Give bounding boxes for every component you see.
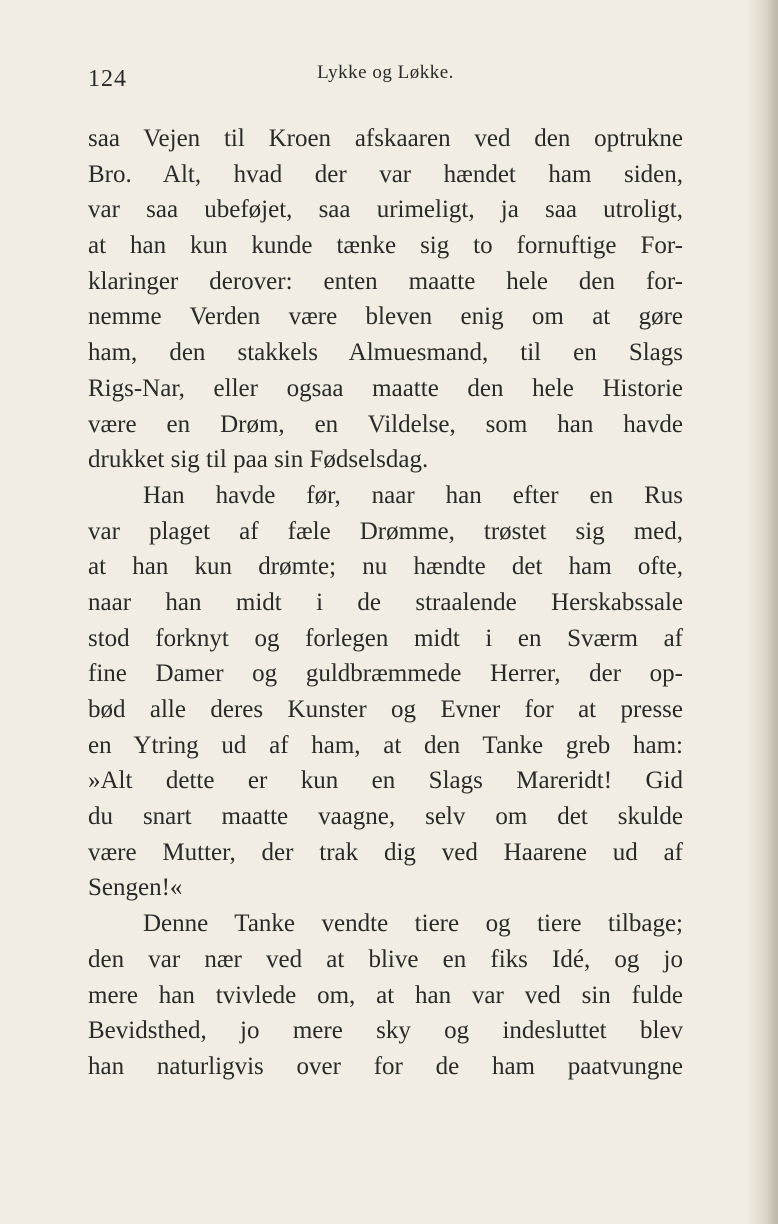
page-edge-shadow: [746, 0, 778, 1224]
text-line: Han havde før, naar han efter en Rus: [143, 481, 683, 509]
text-line: du snart maatte vaagne, selv om det skulde: [88, 803, 683, 831]
running-title: Lykke og Løkke.: [317, 62, 454, 83]
text-line: klaringer derover: enten maatte hele den for-: [88, 267, 683, 295]
page-number: 124: [88, 66, 127, 92]
text-line: saa Vejen til Kroen afskaaren ved den optrukne: [88, 125, 683, 152]
text-line: være Mutter, der trak dig ved Haarene ud af: [88, 838, 683, 866]
text-line: »Alt dette er kun en Slags Mareridt! Gid: [88, 767, 683, 795]
text-line: Sengen!«: [88, 874, 183, 902]
text-line: en Ytring ud af ham, at den Tanke greb ham:: [88, 731, 683, 759]
text-line: at han kun drømte; nu hændte det ham ofte,: [88, 553, 683, 581]
body-text: [88, 121, 683, 1085]
text-line: naar han midt i de straalende Herskabssale: [88, 588, 683, 616]
text-line: Bevidsthed, jo mere sky og indesluttet blev: [88, 1017, 683, 1045]
text-line: han naturligvis over for de ham paatvungne: [88, 1052, 683, 1080]
text-line: drukket sig til paa sin Fødselsdag.: [88, 446, 429, 474]
text-line: bød alle deres Kunster og Evner for at presse: [88, 696, 683, 723]
text-line: ham, den stakkels Almuesmand, til en Slags: [88, 339, 683, 367]
text-line: nemme Verden være bleven enig om at gøre: [88, 303, 683, 331]
text-line: Rigs-Nar, eller ogsaa maatte den hele Historie: [88, 374, 683, 402]
text-line: at han kun kunde tænke sig to fornuftige For-: [88, 232, 683, 260]
text-line: var saa ubeføjet, saa urimeligt, ja saa utroligt,: [88, 196, 683, 224]
text-line: fine Damer og guldbræmmede Herrer, der op-: [88, 660, 683, 688]
text-line: være en Drøm, en Vildelse, som han havde: [88, 410, 683, 438]
text-line: Denne Tanke vendte tiere og tiere tilbage;: [143, 910, 683, 938]
page-header: [88, 62, 683, 96]
text-line: var plaget af fæle Drømme, trøstet sig med,: [88, 517, 683, 545]
text-line: mere han tvivlede om, at han var ved sin fulde: [88, 981, 683, 1009]
text-line: Bro. Alt, hvad der var hændet ham siden,: [88, 160, 683, 188]
text-line: stod forknyt og forlegen midt i en Sværm af: [88, 624, 683, 652]
text-line: den var nær ved at blive en fiks Idé, og jo: [88, 945, 683, 973]
